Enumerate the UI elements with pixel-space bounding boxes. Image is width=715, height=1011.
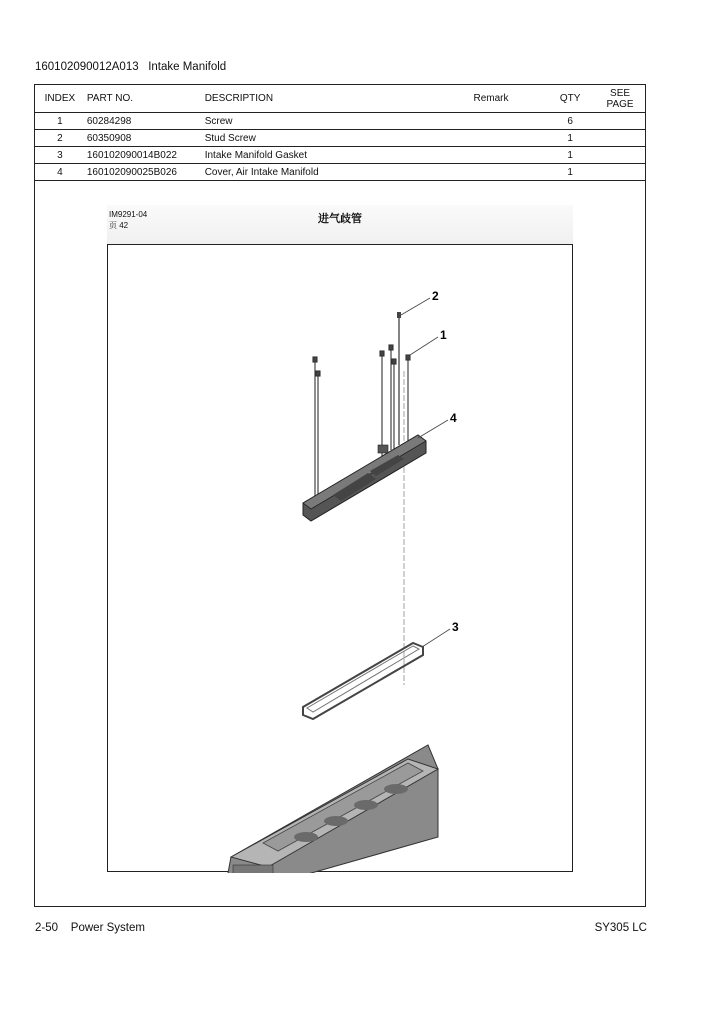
cell-description: Cover, Air Intake Manifold (205, 164, 474, 181)
cell-remark (474, 113, 546, 130)
cell-description: Stud Screw (205, 130, 474, 147)
callout-4: 4 (450, 411, 457, 425)
table-row (35, 147, 645, 164)
drawing-code: IM9291-04 (109, 210, 148, 219)
cell-index: 3 (35, 147, 85, 164)
col-see-page (595, 85, 645, 113)
cell-see-page (595, 113, 645, 130)
cell-see-page (595, 147, 645, 164)
col-part-no: PART NO. (85, 85, 205, 113)
footer-model: SY305 LC (594, 922, 647, 934)
table-row (35, 130, 645, 147)
table-row (35, 164, 645, 181)
drawing-title: 进气歧管 (318, 213, 362, 225)
cell-description: Intake Manifold Gasket (205, 147, 474, 164)
col-index: INDEX (35, 85, 85, 113)
cell-qty: 1 (545, 130, 595, 147)
table-row (35, 113, 645, 130)
col-see-page-line2: PAGE (606, 98, 634, 110)
drawing-title-block (107, 205, 573, 245)
cell-remark (474, 147, 546, 164)
parts-table (35, 85, 645, 181)
cell-remark (474, 164, 546, 181)
page-header-title: 160102090012A013 Intake Manifold (35, 61, 227, 73)
parts-frame (34, 84, 646, 907)
col-remark: Remark (474, 85, 546, 113)
footer-section: 2-50 Power System (35, 922, 145, 934)
col-description: DESCRIPTION (205, 85, 474, 113)
callout-leaders (401, 298, 450, 647)
cell-see-page (595, 164, 645, 181)
cylinder-head-part (228, 745, 438, 873)
col-see-page-line1: SEE (610, 87, 631, 99)
cell-part-no: 160102090014B022 (85, 147, 205, 164)
cell-qty: 1 (545, 147, 595, 164)
col-qty: QTY (545, 85, 595, 113)
cell-qty: 1 (545, 164, 595, 181)
callout-3: 3 (452, 620, 459, 634)
cell-index: 1 (35, 113, 85, 130)
manifold-cover-part (303, 435, 426, 521)
cell-see-page (595, 130, 645, 147)
cell-qty: 6 (545, 113, 595, 130)
exploded-view-drawing (107, 244, 573, 872)
callout-2: 2 (432, 289, 439, 303)
callout-1: 1 (440, 328, 447, 342)
table-header-row (35, 85, 645, 113)
cell-part-no: 60284298 (85, 113, 205, 130)
cell-part-no: 60350908 (85, 130, 205, 147)
stud-screw-part (397, 312, 401, 445)
drawing-page-ref: 页 42 (109, 221, 129, 230)
cell-index: 2 (35, 130, 85, 147)
intake-gasket-part (303, 643, 423, 719)
cell-description: Screw (205, 113, 474, 130)
cell-part-no: 160102090025B026 (85, 164, 205, 181)
exploded-view-svg (108, 245, 574, 873)
cell-remark (474, 130, 546, 147)
cell-index: 4 (35, 164, 85, 181)
